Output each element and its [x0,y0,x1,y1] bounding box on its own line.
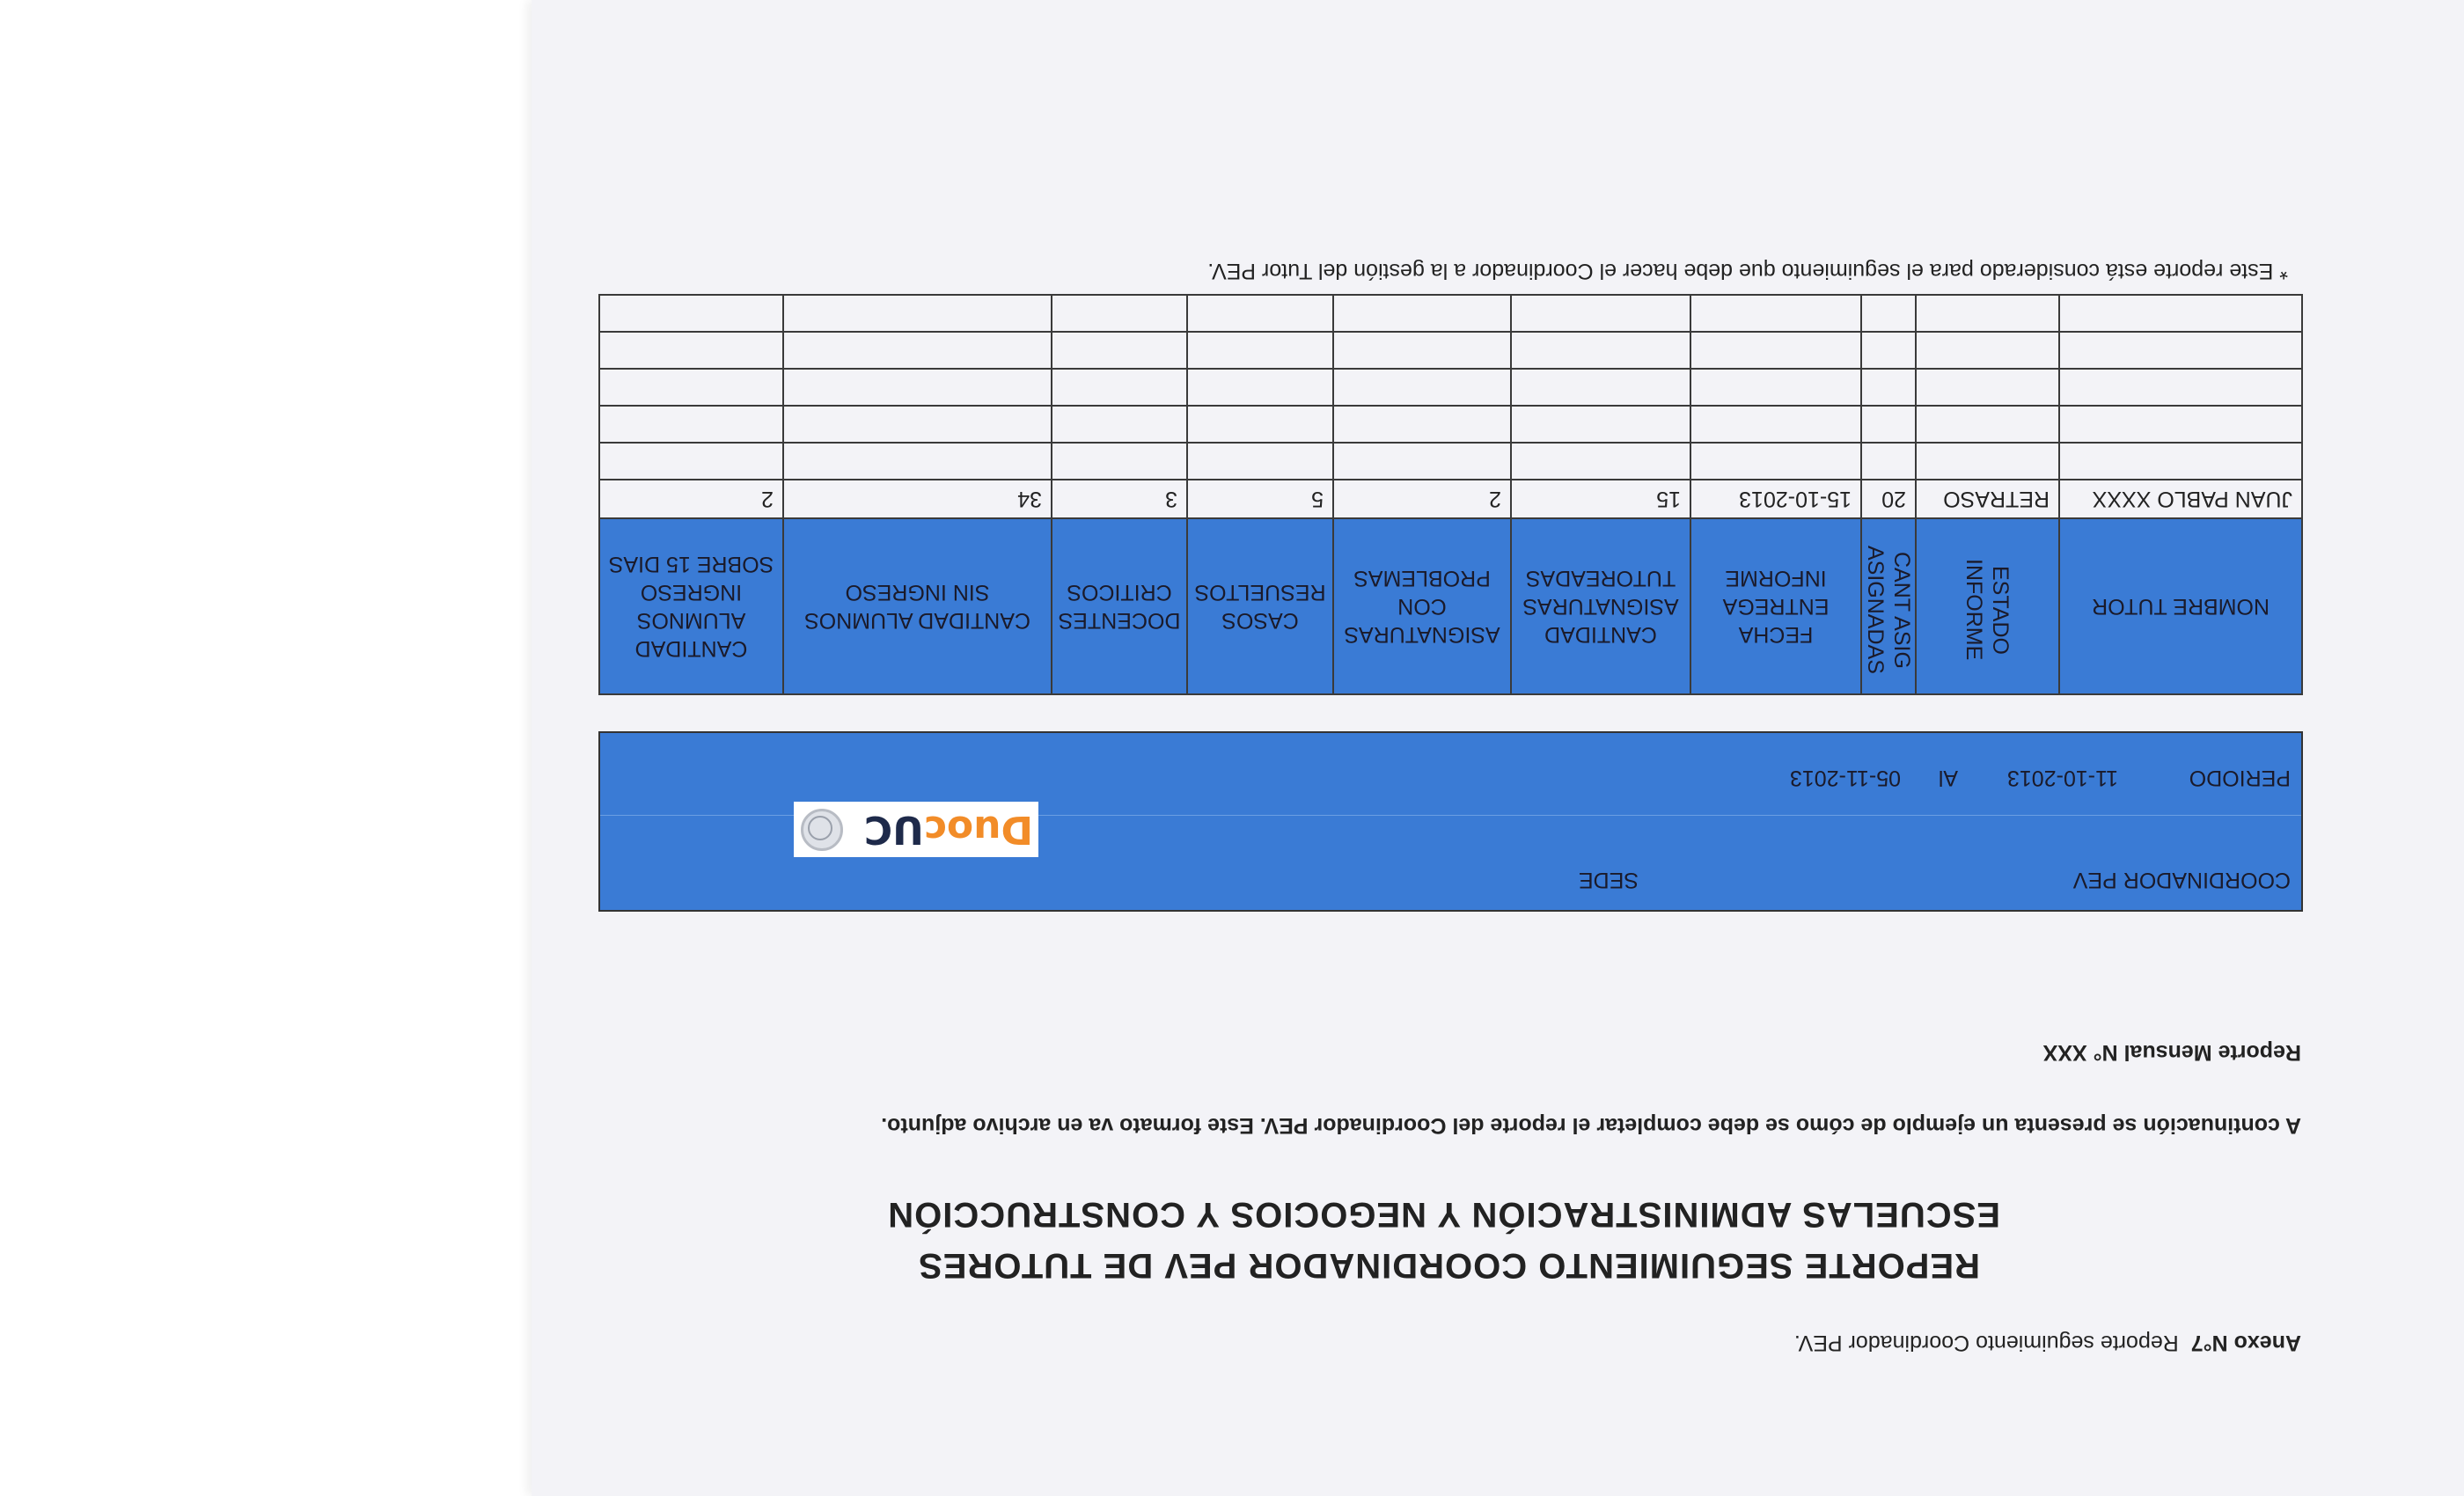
empty-cell[interactable] [1052,406,1187,443]
period-label: PERIODO [2189,766,2291,790]
empty-cell[interactable] [599,332,783,369]
period-from: 11-10-2013 [2006,766,2118,790]
sede-label: SEDE [1578,868,1639,892]
empty-cell[interactable] [1187,369,1333,406]
cell-estado-informe: RETRASO [1916,480,2059,518]
empty-cell[interactable] [783,369,1052,406]
table-header-row [599,518,2302,694]
empty-cell[interactable] [1333,332,1511,369]
logo-word-accent: UC [863,807,924,852]
period-separator: Al [1938,766,1958,790]
empty-cell[interactable] [1333,443,1511,480]
empty-cell[interactable] [1861,332,1916,369]
empty-cell[interactable] [599,369,783,406]
cell-docentes-criticos: 3 [1052,480,1187,518]
empty-table-row [599,443,2302,480]
empty-cell[interactable] [1690,295,1861,332]
empty-cell[interactable] [1511,406,1690,443]
empty-cell[interactable] [1052,443,1187,480]
intro-paragraph: A continuación se presenta un ejemplo de cómo se debe completar el reporte del Coordinador PEV. Este formato va en archivo adjunto. [881,1113,2301,1138]
empty-cell[interactable] [1511,369,1690,406]
empty-cell[interactable] [2059,406,2302,443]
annex-text: Reporte seguimiento Coordinador PEV. [1793,1331,2179,1355]
empty-cell[interactable] [599,295,783,332]
empty-table-row [599,295,2302,332]
cell-alumnos-sin-ingreso: 34 [783,480,1052,518]
empty-cell[interactable] [1052,332,1187,369]
coordinator-label: COORDINADOR PEV [2072,868,2291,892]
empty-cell[interactable] [1861,443,1916,480]
empty-cell[interactable] [1916,443,2059,480]
empty-cell[interactable] [1690,406,1861,443]
header-asignaturas-problemas: ASIGNATURAS CON PROBLEMAS [1333,518,1511,694]
empty-table-row [599,332,2302,369]
empty-cell[interactable] [2059,443,2302,480]
annex-label: Anexo N°7 [2190,1331,2301,1355]
seal-icon [801,809,843,851]
empty-cell[interactable] [783,406,1052,443]
empty-cell[interactable] [783,443,1052,480]
empty-cell[interactable] [1511,443,1690,480]
footnote: * Este reporte está considerado para el seguimiento que debe hacer el Coordinador a la gestión del Tutor PEV. [1207,259,2288,283]
cell-cant-asig: 20 [1861,480,1916,518]
header-alumnos-ingreso-15: CANTIDAD ALUMNOS INGRESO SOBRE 15 DIAS [599,518,783,694]
empty-cell[interactable] [2059,332,2302,369]
empty-cell[interactable] [1187,443,1333,480]
empty-cell[interactable] [1333,295,1511,332]
table-row [599,480,2302,518]
empty-cell[interactable] [1916,369,2059,406]
empty-cell[interactable] [1333,406,1511,443]
cell-cantidad-asignaturas: 15 [1511,480,1690,518]
title-line-2: ESCUELAS ADMINISTRACIÓN Y NEGOCIOS Y CONSTRUCCIÓN [887,1195,2000,1234]
empty-cell[interactable] [1861,406,1916,443]
empty-cell[interactable] [2059,295,2302,332]
header-docentes-criticos: DOCENTES CRITICOS [1052,518,1187,694]
empty-cell[interactable] [783,295,1052,332]
header-cantidad-asignaturas: CANTIDAD ASIGNATURAS TUTOREADAS [1511,518,1690,694]
empty-cell[interactable] [1187,406,1333,443]
period-to: 05-11-2013 [1789,766,1901,790]
cell-nombre-tutor: JUAN PABLO XXXX [2059,480,2302,518]
empty-cell[interactable] [1052,369,1187,406]
header-fecha-entrega: FECHA ENTREGA INFORME [1690,518,1861,694]
empty-cell[interactable] [1052,295,1187,332]
empty-cell[interactable] [1187,332,1333,369]
tutor-report-table [598,294,2303,695]
empty-cell[interactable] [1916,406,2059,443]
empty-cell[interactable] [1511,295,1690,332]
annex-heading [1794,1330,2301,1355]
empty-table-row [599,406,2302,443]
report-header-band [598,731,2303,912]
empty-cell[interactable] [1690,443,1861,480]
empty-cell[interactable] [1861,369,1916,406]
empty-cell[interactable] [1187,295,1333,332]
title-line-1: REPORTE SEGUIMIENTO COORDINADOR PEV DE TUTORES [918,1246,1980,1285]
logo-word: Duoc [923,807,1033,852]
empty-cell[interactable] [1690,332,1861,369]
duoc-uc-logo [794,802,1038,857]
empty-cell[interactable] [1916,332,2059,369]
empty-cell[interactable] [1690,369,1861,406]
empty-cell[interactable] [1333,369,1511,406]
cell-asignaturas-problemas: 2 [1333,480,1511,518]
empty-cell[interactable] [783,332,1052,369]
empty-cell[interactable] [1916,295,2059,332]
empty-cell[interactable] [1861,295,1916,332]
empty-table-row [599,369,2302,406]
cell-casos-resueltos: 5 [1187,480,1333,518]
empty-cell[interactable] [599,443,783,480]
empty-cell[interactable] [1511,332,1690,369]
empty-cell[interactable] [2059,369,2302,406]
empty-cell[interactable] [599,406,783,443]
header-alumnos-sin-ingreso: CANTIDAD ALUMNOS SIN INGRESO [783,518,1052,694]
cell-fecha-entrega: 15-10-2013 [1690,480,1861,518]
report-number-label: Reporte Mensual N° XXX [2042,1040,2301,1065]
header-cant-asig: CANT ASIG ASIGNADAS [1861,518,1916,694]
header-nombre-tutor: NOMBRE TUTOR [2059,518,2302,694]
header-estado-informe: ESTADO INFORME [1916,518,2059,694]
header-casos-resueltos: CASOS RESUELTOS [1187,518,1333,694]
cell-alumnos-ingreso-15: 2 [599,480,783,518]
